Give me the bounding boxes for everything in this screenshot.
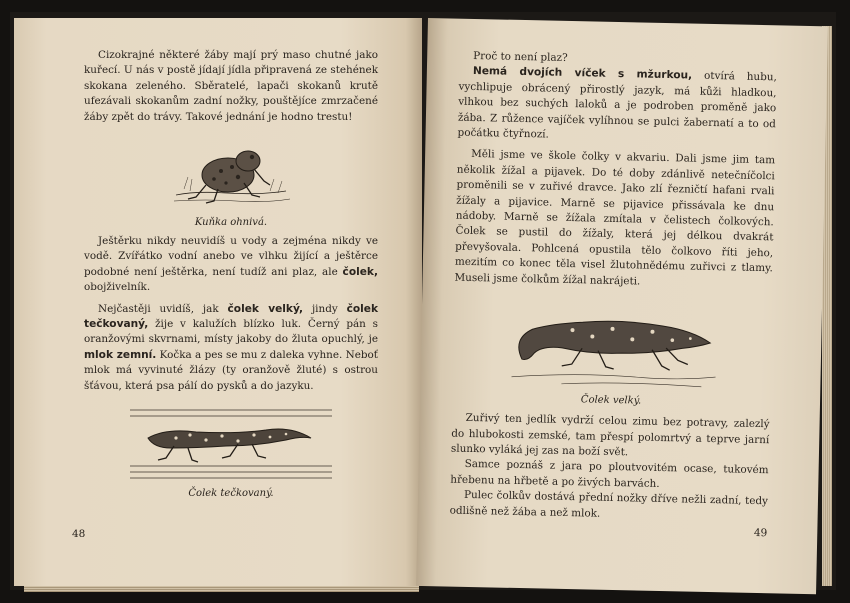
dotted-newt-illustration — [126, 404, 336, 484]
toad-illustration — [166, 133, 296, 213]
left-paragraph-1: Cizokrajné některé žáby mají prý maso chutné jako kuřecí. U nás v postě jídají jídla připravená ze stehének skokana zeleného. Sběratelé, lapači skokanů krutě ufezávali skokanům zadní nožky, pouštějíce zmrzačené žáby zpět do trávy. Takové jednání je hodno trestu! — [84, 49, 378, 123]
figure-toad-caption: Kuňka ohnivá. — [194, 217, 268, 229]
right-paragraph-1: Proč to není plaz? — [473, 49, 568, 64]
figure-great-newt — [452, 298, 772, 410]
page-number-left: 48 — [72, 528, 86, 540]
right-paragraph-6: Pulec čolkův dostává přední nožky dříve nežli zadní, tedy odlišně než žába a než mlok. — [449, 488, 769, 520]
page-number-right: 49 — [753, 526, 768, 540]
right-paragraph-5: Samce poznáš z jara po ploutvovitém ocase, tukovém hřebenu na hřbetě a po živých barvách. — [450, 458, 769, 490]
left-paragraph-3: Nejčastěji uvidíš, jak čolek velký, jindy čolek tečkovaný, žije v kalužích blízko luk. Černý pán s oranžovými skvrnami, místy jakoby do žluta opuchlý, je mlok zemní. Kočka a pes se mu z daleka vyhne. Neboť mlok má vyvinuté žlázy (ty oranžově žluté) s ostrou šťávou, která psa pálí do pysků a do jazyku. — [84, 302, 379, 392]
figure-dotted-newt-caption: Čolek tečkovaný. — [188, 488, 274, 500]
right-paragraph-4: Zuřivý ten jedlík vydrží celou zimu bez potravy, zalezlý do hlubokosti zemské, tam přespí polomrtvý a teprve jarní slunko vyláká jej zas na boží svět. — [450, 411, 770, 459]
figure-dotted-newt — [84, 404, 378, 499]
open-book — [10, 12, 836, 590]
left-paragraph-2: Ještěrku nikdy neuvidíš u vody a zejména nikdy ve vodě. Zvířátko vodní anebo ve vlhku žijící a ještěrce podobné není ještěrka, není tudíž ani plaz, ale čolek, obojživelník. — [84, 235, 378, 294]
right-paragraph-2: Nemá dvojích víček s mžurkou, otvírá hubu, vychlipuje obrácený přirostlý jazyk, má kůži hladkou, vlhkou bez suchých laloků a je podroben proměně jako žába. Z růžence vajíček vylíhnou se pulci žabernatí a to od počátku čtyřnozí. — [457, 65, 777, 141]
left-page — [14, 18, 422, 586]
right-paragraph-3: Měli jsme ve škole čolky v akvariu. Dali jsme jim tam několik žížal a pijavek. Do té doby zdánlivě netečníčolci proměnili se v zuřivé dravce. Jako zlí řezničtí hafani rvali žížaly a pijavice. Marně se pijavice přissávala ke dnu nádoby. Marně se žížala zmítala v čelistech čolkových. Čolek se pustil do žížaly, která jej délkou dvakrát převyšovala. Pohlcená opustila tělo čolkovo říti jeho, mezitím co konec těla visel žlutohnědému zuřivci z tlamy. Museli jsme čolkům žížal nakrájeti. — [454, 148, 776, 288]
figure-toad — [84, 133, 378, 228]
figure-great-newt-caption: Čolek velký. — [580, 394, 642, 407]
great-newt-illustration — [501, 299, 723, 394]
right-page — [416, 18, 828, 594]
